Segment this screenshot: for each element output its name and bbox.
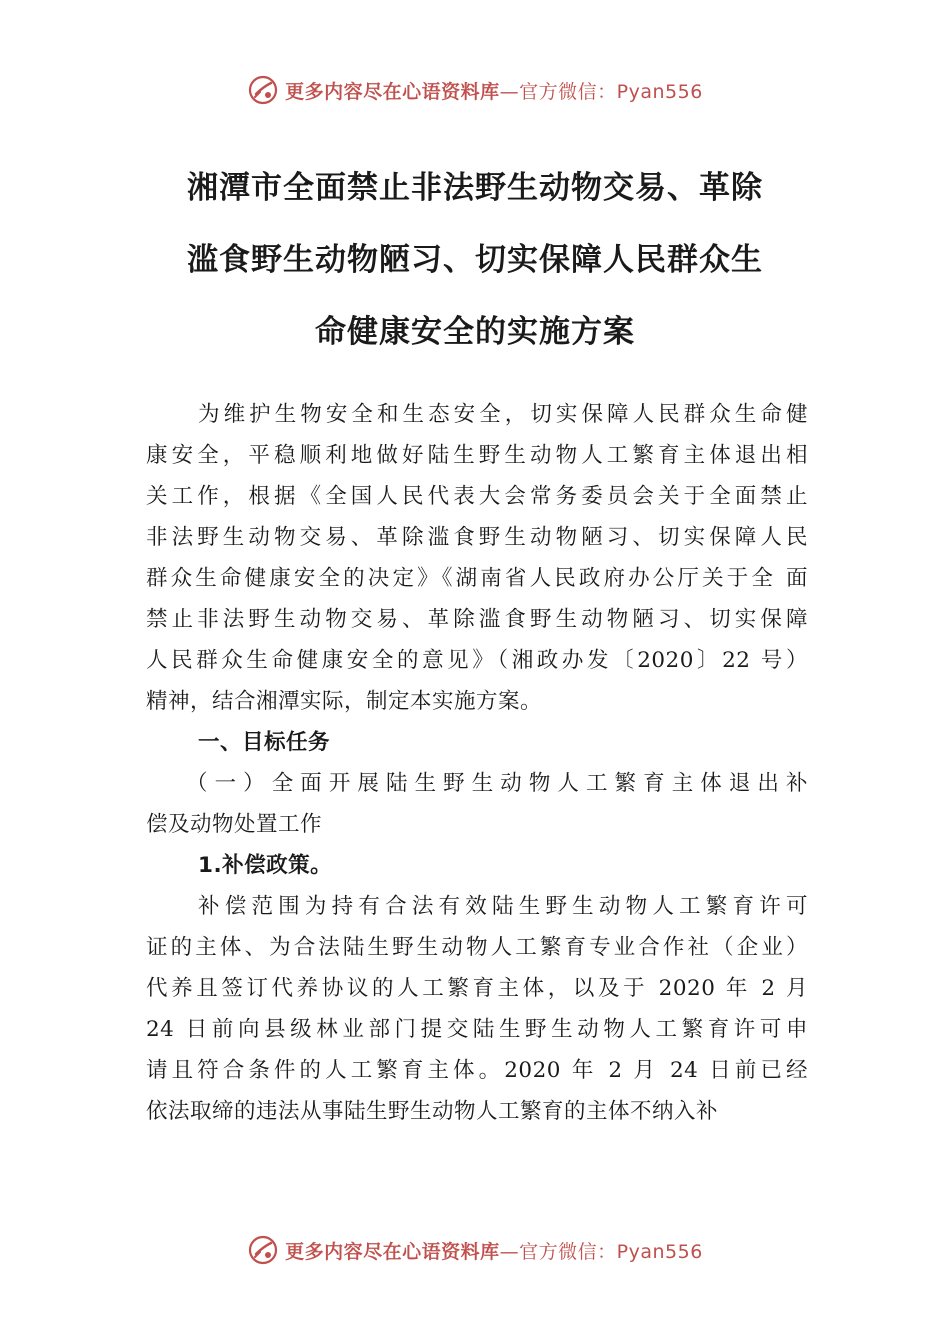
watermark-text [285,1237,703,1264]
book-pen-icon [247,1234,279,1266]
document-body [146,394,808,1132]
item-text-line: 代养且签订代养协议的人工繁育主体，以及于 2020 年 2 月 [146,976,808,1001]
header-watermark [0,74,950,106]
document-title [150,152,800,368]
intro-line: 人民群众生命健康安全的意见》（湘政办发〔2020〕22 号） [146,648,808,673]
intro-line: 关工作，根据《全国人民代表大会常务委员会关于全面禁止 [146,484,808,509]
intro-line: 非法野生动物交易、革除滥食野生动物陋习、切实保障人民 [146,525,808,550]
title-line: 滥食野生动物陋习、切实保障人民群众生 [187,242,763,278]
watermark-wechat: 官方微信：Pyan556 [519,80,703,103]
watermark-main: 更多内容尽在心语资料库 [285,80,500,103]
item-text-line: 24 日前向县级林业部门提交陆生野生动物人工繁育许可申 [146,1017,808,1042]
subsection-heading: 偿及动物处置工作 [146,812,323,837]
item-text-line: 请且符合条件的人工繁育主体。2020 年 2 月 24 日前已经 [146,1058,808,1083]
subsection-heading: （一）全面开展陆生野生动物人工繁育主体退出补 [186,771,808,796]
intro-line: 禁止非法野生动物交易、革除滥食野生动物陋习、切实保障 [146,607,808,632]
item-text-line: 补偿范围为持有合法有效陆生野生动物人工繁育许可 [198,894,808,919]
title-line: 湘潭市全面禁止非法野生动物交易、革除 [187,170,763,206]
watermark-wechat: 官方微信：Pyan556 [519,1240,703,1263]
book-pen-icon [247,74,279,106]
footer-watermark [0,1234,950,1266]
intro-line: 精神，结合湘潭实际，制定本实施方案。 [146,689,543,714]
item-heading: 1.补偿政策。 [198,853,333,878]
intro-line: 群众生命健康安全的决定》《湖南省人民政府办公厅关于全 面 [146,566,808,591]
watermark-main: 更多内容尽在心语资料库 [285,1240,500,1263]
item-text-line: 依法取缔的违法从事陆生野生动物人工繁育的主体不纳入补 [146,1099,719,1124]
intro-line: 为维护生物安全和生态安全，切实保障人民群众生命健 [198,402,808,427]
section-heading: 一、目标任务 [198,730,331,755]
intro-line: 康安全，平稳顺利地做好陆生野生动物人工繁育主体退出相 [146,443,808,468]
watermark-text [285,77,703,104]
watermark-separator: — [499,80,520,103]
title-line: 命健康安全的实施方案 [315,314,635,350]
item-text-line: 证的主体、为合法陆生野生动物人工繁育专业合作社（企业） [146,935,808,960]
watermark-separator: — [499,1240,520,1263]
